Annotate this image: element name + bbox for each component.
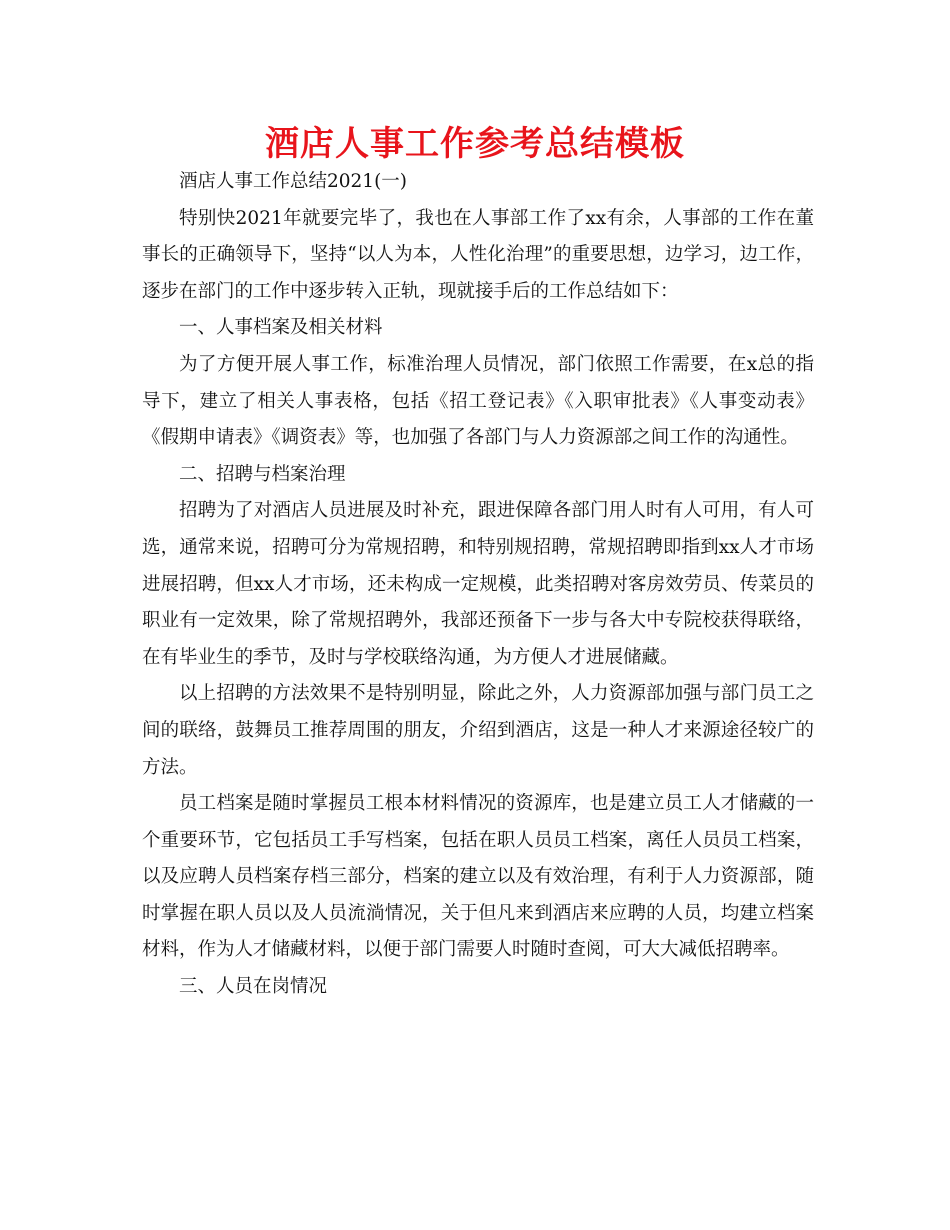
document-title: 酒店人事工作参考总结模板 [265, 124, 685, 164]
document-body [142, 164, 814, 1006]
paragraph-personnel-records: 为了方便开展人事工作，标准治理人员情况，部门依照工作需要，在x总的指导下，建立了相关人事表格，包括《招工登记表》《入职审批表》《人事变动表》《假期申请表》《调资表》等，也加强了各部门与人力资源部之间工作的沟通性。 [142, 353, 814, 449]
intro-paragraph: 特别快2021年就要完毕了，我也在人事部工作了xx有余，人事部的工作在董事长的正确领导下，坚持“以人为本，人性化治理”的重要思想，边学习，边工作，逐步在部门的工作中逐步转入正轨，现就接手后的工作总结如下： [142, 207, 814, 302]
section-heading-2: 二、招聘与档案治理 [179, 463, 346, 485]
section-heading-1: 一、人事档案及相关材料 [179, 317, 383, 339]
subtitle-paragraph: 酒店人事工作总结2021(一) [179, 171, 408, 192]
paragraph-recruitment: 招聘为了对酒店人员进展及时补充，跟进保障各部门用人时有人可用，有人可选，通常来说，招聘可分为常规招聘，和特别规招聘，常规招聘即指到xx人才市场进展招聘，但xx人才市场，还未构成一定规模，此类招聘对客房效劳员、传菜员的职业有一定效果，除了常规招聘外，我部还预备下一步与各大中专院校获得联络，在有毕业生的季节，及时与学校联络沟通，为方便人才进展储藏。 [142, 500, 814, 668]
section-heading-3: 三、人员在岗情况 [179, 976, 328, 998]
paragraph-recruitment-methods: 以上招聘的方法效果不是特别明显，除此之外，人力资源部加强与部门员工之间的联络，鼓舞员工推荐周围的朋友，介绍到酒店，这是一种人才来源途径较广的方法。 [142, 683, 814, 778]
paragraph-employee-archives: 员工档案是随时掌握员工根本材料情况的资源库，也是建立员工人才储藏的一个重要环节，它包括员工手写档案，包括在职人员员工档案，离任人员员工档案，以及应聘人员档案存档三部分，档案的建立以及有效治理，有利于人力资源部，随时掌握在职人员以及人员流淌情况，关于但凡来到酒店来应聘的人员，均建立档案材料，作为人才储藏材料，以便于部门需要人时随时查阅，可大大减低招聘率。 [142, 793, 814, 961]
